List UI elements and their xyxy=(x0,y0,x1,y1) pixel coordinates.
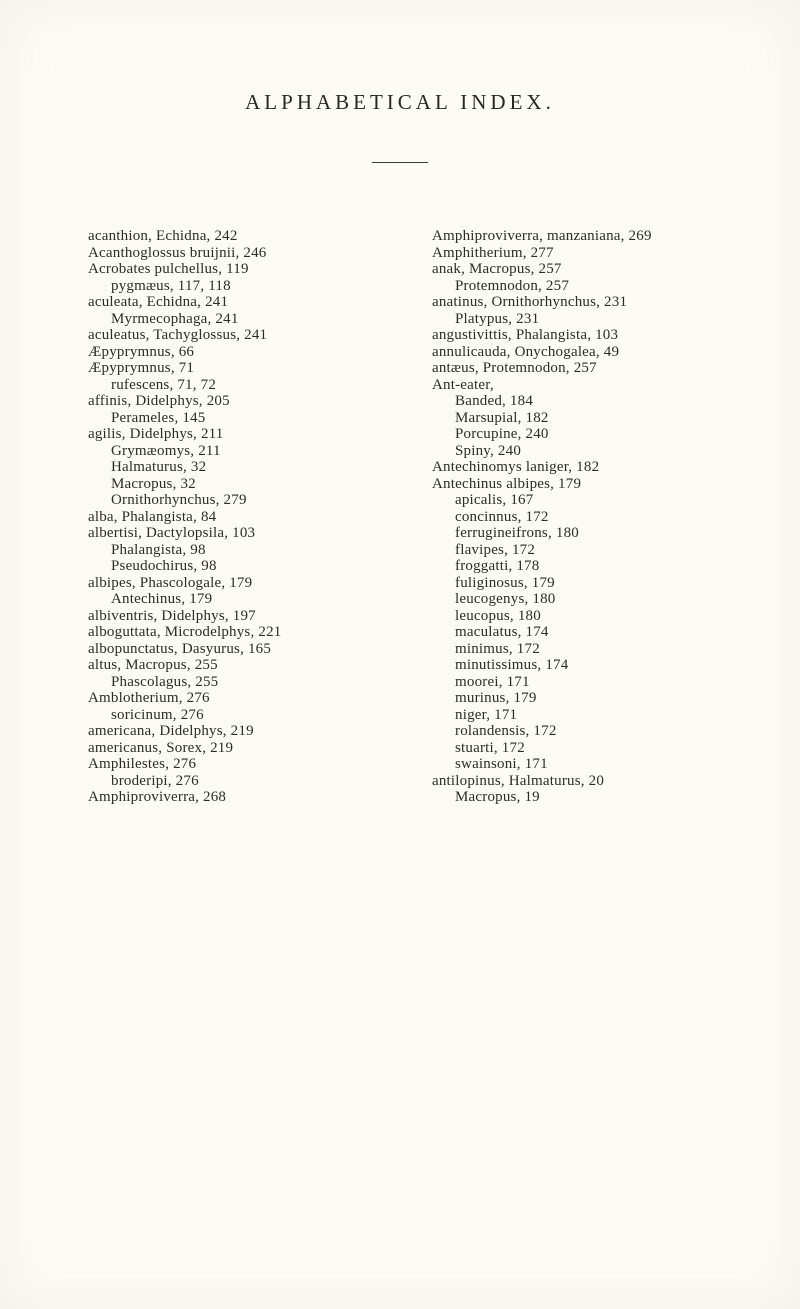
index-entry: Phascolagus, 255 xyxy=(111,673,219,690)
index-entry: Spiny, 240 xyxy=(455,442,522,459)
index-entry: Amphiproviverra, 268 xyxy=(88,789,227,805)
index-entry: Protemnodon, 257 xyxy=(455,277,570,294)
index-entry: Platypus, 231 xyxy=(455,310,540,327)
index-entry: Pseudochirus, 98 xyxy=(111,558,217,574)
index-entry: anak, Macropus, 257 xyxy=(432,261,562,277)
index-entry: Antechinus, 179 xyxy=(111,591,213,607)
index-entry: antilopinus, Halmaturus, 20 xyxy=(432,772,605,789)
index-entry: albiventris, Didelphys, 197 xyxy=(88,607,256,624)
index-entry: broderipi, 276 xyxy=(111,772,199,789)
index-entry: fuliginosus, 179 xyxy=(455,574,555,591)
index-entry: Grymæomys, 211 xyxy=(111,442,221,459)
index-entry: albipes, Phascologale, 179 xyxy=(88,574,253,591)
index-columns xyxy=(88,228,776,806)
index-entry: Antechinomys laniger, 182 xyxy=(432,459,600,475)
index-entry: Amphilestes, 276 xyxy=(88,756,197,772)
index-entry: Myrmecophaga, 241 xyxy=(111,310,239,327)
index-entry: Porcupine, 240 xyxy=(455,426,549,442)
index-entry: leucogenys, 180 xyxy=(455,591,556,607)
index-entry: leucopus, 180 xyxy=(455,607,541,624)
index-entry: antæus, Protemnodon, 257 xyxy=(432,360,597,376)
index-entry: minimus, 172 xyxy=(455,640,540,657)
index-entry: Ornithorhynchus, 279 xyxy=(111,492,247,508)
index-entry: alboguttata, Microdelphys, 221 xyxy=(88,624,282,640)
index-entry: Amphiproviverra, manzaniana, 269 xyxy=(432,228,652,244)
index-entry: Banded, 184 xyxy=(455,393,534,409)
index-entry: apicalis, 167 xyxy=(455,492,534,508)
title-rule xyxy=(372,162,428,163)
index-entry: concinnus, 172 xyxy=(455,508,549,525)
index-entry: aculeata, Echidna, 241 xyxy=(88,294,229,310)
index-column-left xyxy=(88,228,432,806)
index-entry: Æpyprymnus, 71 xyxy=(88,360,195,376)
index-entry: soricinum, 276 xyxy=(111,706,204,723)
index-entry: Perameles, 145 xyxy=(111,409,206,426)
index-entry: affinis, Didelphys, 205 xyxy=(88,393,230,409)
index-entry: Ant-eater, xyxy=(432,376,494,393)
index-entry: Macropus, 32 xyxy=(111,475,196,492)
index-entry: albertisi, Dactylopsila, 103 xyxy=(88,525,256,541)
index-entry: murinus, 179 xyxy=(455,690,537,706)
index-entry: ferrugineifrons, 180 xyxy=(455,525,579,541)
index-entry: Æpyprymnus, 66 xyxy=(88,343,195,360)
index-entry: acanthion, Echidna, 242 xyxy=(88,228,238,244)
page-title: ALPHABETICAL INDEX. xyxy=(245,90,555,114)
index-entry: americanus, Sorex, 219 xyxy=(88,739,234,756)
index-entry: froggatti, 178 xyxy=(455,558,540,574)
index-entry: stuarti, 172 xyxy=(455,739,525,756)
index-entry: Amblotherium, 276 xyxy=(88,690,210,706)
index-entry: Acrobates pulchellus, 119 xyxy=(88,261,249,277)
index-entry: rufescens, 71, 72 xyxy=(111,376,217,393)
index-entry: albopunctatus, Dasyurus, 165 xyxy=(88,640,272,657)
index-entry: altus, Macropus, 255 xyxy=(88,657,218,673)
index-entry: swainsoni, 171 xyxy=(455,756,548,772)
index-entry: pygmæus, 117, 118 xyxy=(111,277,231,294)
index-entry: alba, Phalangista, 84 xyxy=(88,508,217,525)
index-entry: minutissimus, 174 xyxy=(455,657,569,673)
index-entry: angustivittis, Phalangista, 103 xyxy=(432,327,619,343)
index-entry: Phalangista, 98 xyxy=(111,541,206,558)
index-entry: Acanthoglossus bruijnii, 246 xyxy=(88,244,267,261)
index-entry: Antechinus albipes, 179 xyxy=(432,475,582,492)
index-column-right xyxy=(432,228,776,806)
index-entry: Amphitherium, 277 xyxy=(432,244,554,261)
index-entry: maculatus, 174 xyxy=(455,624,549,640)
index-entry: rolandensis, 172 xyxy=(455,723,557,739)
index-entry: niger, 171 xyxy=(455,706,518,723)
index-entry: americana, Didelphys, 219 xyxy=(88,723,254,739)
index-entry: Marsupial, 182 xyxy=(455,409,549,426)
index-entry: Halmaturus, 32 xyxy=(111,459,207,475)
index-entry: annulicauda, Onychogalea, 49 xyxy=(432,343,620,360)
index-entry: aculeatus, Tachyglossus, 241 xyxy=(88,327,268,343)
index-entry: agilis, Didelphys, 211 xyxy=(88,426,224,442)
index-entry: anatinus, Ornithorhynchus, 231 xyxy=(432,294,628,310)
index-entry: Macropus, 19 xyxy=(455,789,540,805)
index-entry: flavipes, 172 xyxy=(455,541,536,558)
index-entry: moorei, 171 xyxy=(455,673,530,690)
